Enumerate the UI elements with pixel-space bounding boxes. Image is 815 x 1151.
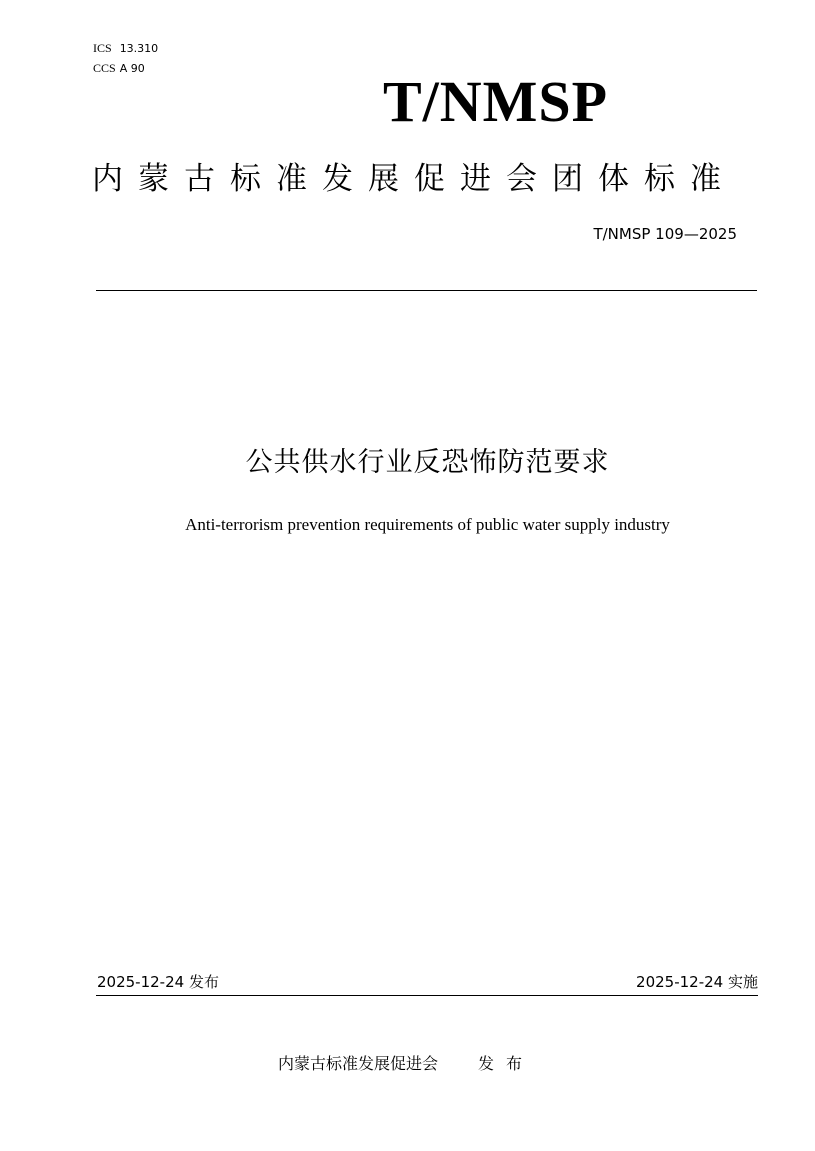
ics-label: ICS <box>93 41 112 55</box>
issuer-name: 内蒙古标准发展促进会 <box>278 1054 439 1073</box>
top-divider <box>96 290 757 291</box>
ccs-value: A 90 <box>119 62 145 75</box>
ics-value: 13.310 <box>119 42 159 55</box>
standard-logo: T/NMSP <box>383 69 609 134</box>
publish-date: 2025-12-24 发布 <box>97 973 219 991</box>
organization-title: 内蒙古标准发展促进会团体标准 <box>92 161 736 197</box>
document-title-english: Anti-terrorism prevention requirements of public water supply industry <box>185 515 670 534</box>
implement-date: 2025-12-24 实施 <box>636 973 758 991</box>
issue-word: 发布 <box>478 1054 535 1073</box>
bottom-divider <box>96 995 758 996</box>
standard-number: T/NMSP 109—2025 <box>593 225 737 243</box>
document-title-chinese: 公共供水行业反恐怖防范要求 <box>245 447 610 478</box>
ccs-line <box>93 61 145 76</box>
issuer-line <box>278 1053 534 1075</box>
ics-line <box>93 41 158 56</box>
ccs-label: CCS <box>93 61 116 75</box>
